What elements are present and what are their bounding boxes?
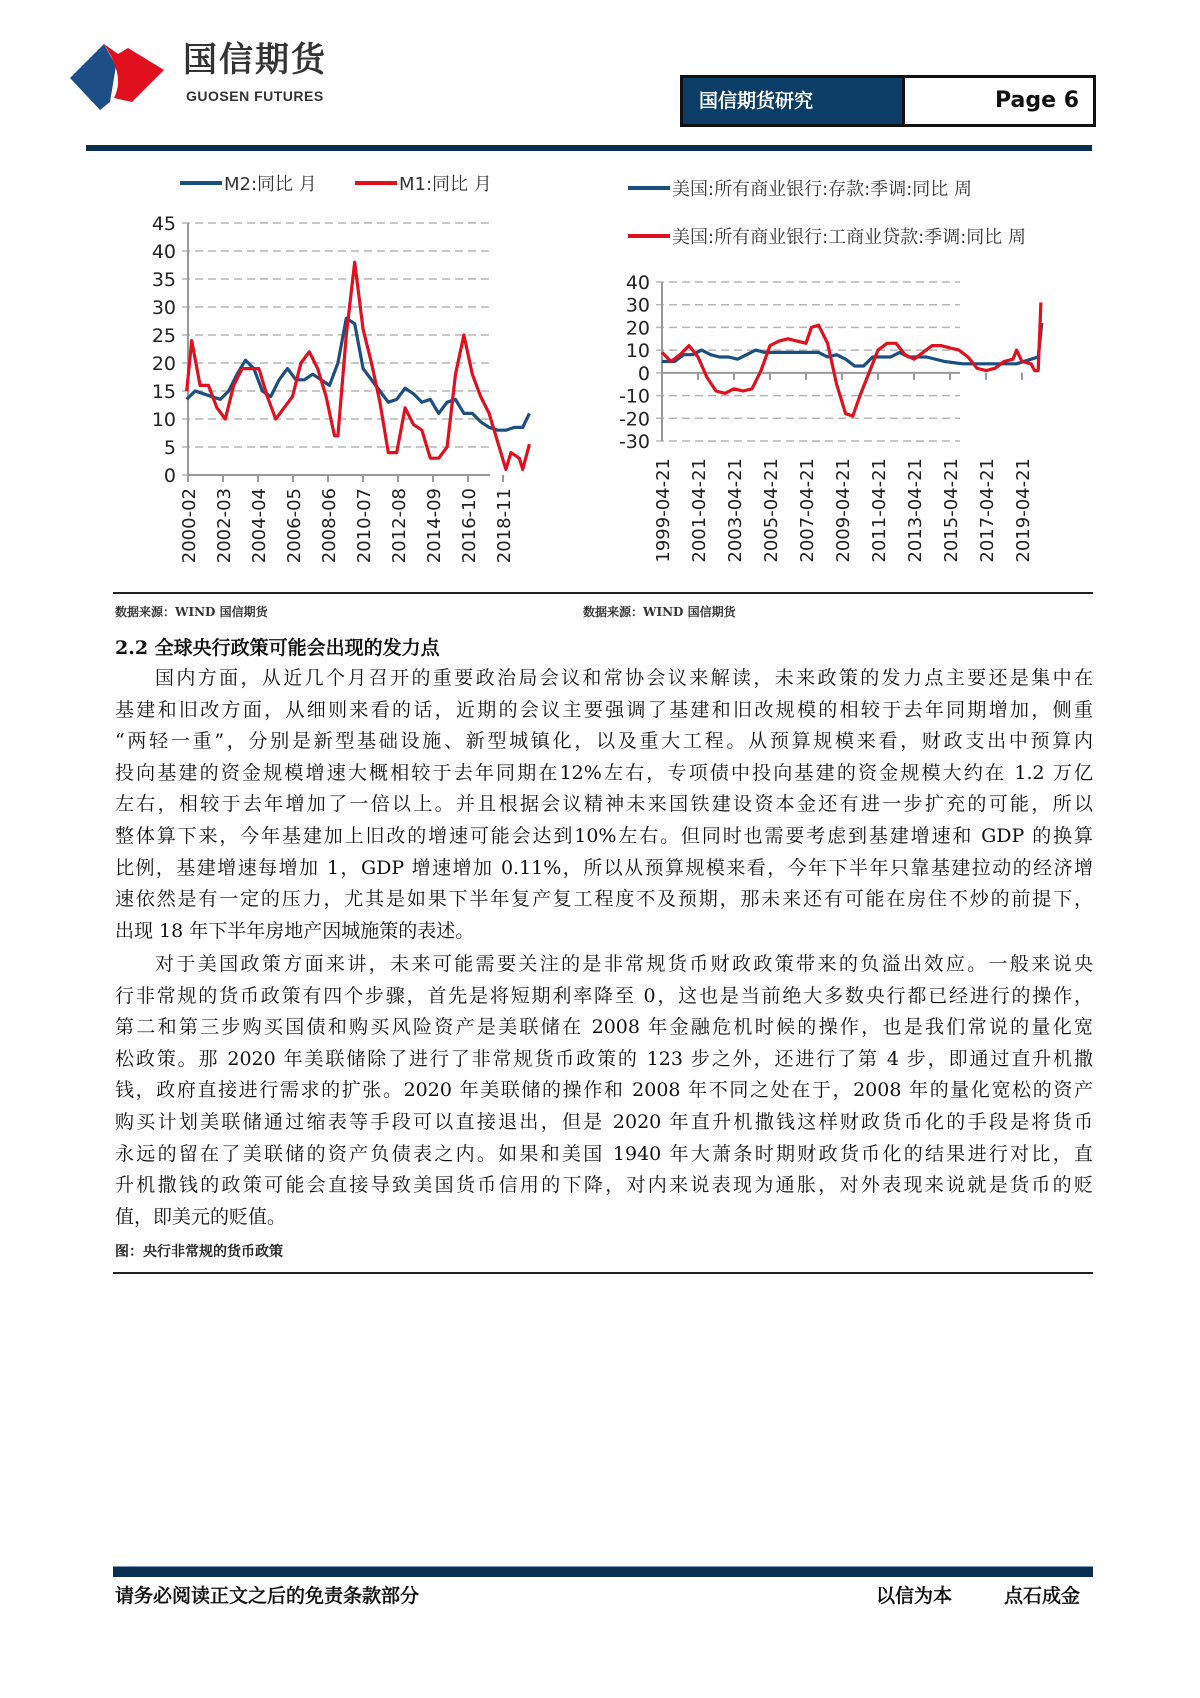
china-money-supply-chart bbox=[110, 160, 560, 580]
legend-label: 美国:所有商业银行:工商业贷款:季调:同比 周 bbox=[672, 227, 1026, 248]
y-tick-label: -10 bbox=[618, 385, 650, 408]
y-tick-label: 10 bbox=[151, 409, 176, 431]
x-tick-label: 2002-03 bbox=[214, 488, 235, 564]
legend-label: M2:同比 月 bbox=[224, 174, 317, 195]
y-tick-label: 5 bbox=[163, 437, 176, 459]
x-tick-label: 2015-04-21 bbox=[941, 458, 962, 563]
x-tick-label: 2008-06 bbox=[319, 488, 340, 564]
paragraph-line: 比例，基建增速每增加 1，GDP 增速增加 0.11%，所以从预算规模来看，今年下半年只靠基建拉动的经济增 bbox=[115, 856, 1093, 879]
paragraph-line: “两轻一重”，分别是新型基础设施、新型城镇化，以及重大工程。从预算规模来看，财政支出中预算内 bbox=[115, 730, 1093, 753]
figure-caption: 图：央行非常规的货币政策 bbox=[115, 1244, 283, 1260]
paragraph-line: 整体算下来，今年基建加上旧改的增速可能会达到10%左右。但同时也需要考虑到基建增速和 GDP 的换算 bbox=[115, 825, 1093, 847]
paragraph-line: 左右，相较于去年增加了一倍以上。并且根据会议精神未来国铁建设资本金还有进一步扩充的可能，所以 bbox=[115, 793, 1093, 816]
us-bank-deposits-loans-chart bbox=[580, 160, 1100, 580]
paragraph-line: 投向基建的资金规模增速大概相较于去年同期在12%左右，专项债中投向基建的资金规模大约在 1.2 万亿 bbox=[115, 761, 1093, 784]
header-box bbox=[680, 75, 1096, 127]
logo-english-name: GUOSEN FUTURES bbox=[186, 88, 324, 104]
x-tick-label: 2013-04-21 bbox=[905, 458, 926, 563]
x-tick-label: 2005-04-21 bbox=[761, 458, 782, 563]
x-tick-label: 1999-04-21 bbox=[653, 458, 674, 563]
y-tick-label: 20 bbox=[151, 353, 176, 375]
x-tick-label: 2011-04-21 bbox=[869, 458, 890, 563]
x-tick-label: 2014-09 bbox=[424, 488, 445, 564]
y-tick-label: 30 bbox=[625, 294, 650, 317]
y-tick-label: -30 bbox=[618, 431, 650, 453]
footer-disclaimer: 请务必阅读正文之后的免责条款部分 bbox=[115, 1585, 420, 1607]
x-tick-label: 2000-02 bbox=[179, 488, 200, 564]
x-tick-label: 2016-10 bbox=[459, 488, 480, 564]
x-tick-label: 2009-04-21 bbox=[833, 458, 854, 563]
y-tick-label: 40 bbox=[625, 272, 650, 294]
page-number: Page 6 bbox=[994, 88, 1079, 113]
company-logo bbox=[70, 42, 165, 114]
x-tick-label: 2004-04 bbox=[249, 488, 270, 564]
x-tick-label: 2012-08 bbox=[389, 488, 410, 564]
x-tick-label: 2019-04-21 bbox=[1013, 458, 1034, 563]
y-tick-label: -20 bbox=[618, 408, 650, 431]
chart-divider bbox=[113, 592, 1093, 594]
paragraph-line: 值，即美元的贬值。 bbox=[115, 1205, 287, 1228]
caption-rule bbox=[113, 1272, 1093, 1274]
y-tick-label: 0 bbox=[163, 465, 176, 487]
y-tick-label: 10 bbox=[625, 340, 650, 363]
legend-label: M1:同比 月 bbox=[399, 174, 492, 195]
series-line-0 bbox=[662, 323, 1042, 366]
section-heading: 2.2 全球央行政策可能会出现的发力点 bbox=[115, 637, 440, 659]
y-tick-label: 15 bbox=[151, 381, 176, 403]
paragraph-line: 出现 18 年下半年房地产因城施策的表述。 bbox=[115, 919, 475, 942]
paragraph-line: 购买计划美联储通过缩表等手段可以直接退出，但是 2020 年直升机撒钱这样财政货币化的手段是将货币 bbox=[115, 1111, 1093, 1133]
y-tick-label: 30 bbox=[151, 297, 176, 319]
x-tick-label: 2006-05 bbox=[284, 488, 305, 564]
x-tick-label: 2003-04-21 bbox=[725, 458, 746, 563]
y-tick-label: 20 bbox=[625, 317, 650, 340]
y-tick-label: 0 bbox=[637, 362, 650, 385]
series-line-1 bbox=[662, 302, 1041, 416]
header-rule bbox=[86, 145, 1092, 151]
logo-chinese-name: 国信期货 bbox=[183, 40, 327, 80]
paragraph-line: 行非常规的货币政策有四个步骤，首先是将短期利率降至 0，这也是当前绝大多数央行都已经进行的操作， bbox=[115, 984, 1093, 1007]
x-tick-label: 2017-04-21 bbox=[977, 458, 998, 563]
footer-rule bbox=[113, 1566, 1093, 1577]
x-tick-label: 2007-04-21 bbox=[797, 458, 818, 563]
logo-mark-icon bbox=[70, 42, 165, 110]
x-tick-label: 2018-11 bbox=[494, 488, 515, 564]
x-tick-label: 2001-04-21 bbox=[689, 458, 710, 563]
y-tick-label: 35 bbox=[151, 269, 176, 291]
paragraph-line: 速依然是有一定的压力，尤其是如果下半年复产复工程度不及预期，那未来还有可能在房住不炒的前提下， bbox=[115, 888, 1093, 911]
y-tick-label: 40 bbox=[151, 241, 176, 263]
paragraph-line: 对于美国政策方面来讲，未来可能需要关注的是非常规货币财政政策带来的负溢出效应。一般来说央 bbox=[155, 953, 1093, 975]
x-tick-label: 2010-07 bbox=[354, 488, 375, 564]
series-line-1 bbox=[187, 262, 530, 469]
left-chart-source: 数据来源：WIND 国信期货 bbox=[115, 605, 268, 619]
paragraph-line: 基建和旧改方面，从细则来看的话，近期的会议主要强调了基建和旧改规模的相较于去年同期增加，侧重 bbox=[115, 698, 1093, 721]
paragraph-line: 松政策。那 2020 年美联储除了进行了非常规货币政策的 123 步之外，还进行了第 4 步，即通过直升机撒 bbox=[115, 1047, 1093, 1070]
right-chart-source: 数据来源：WIND 国信期货 bbox=[583, 605, 736, 619]
header-section-label: 国信期货研究 bbox=[683, 78, 905, 124]
paragraph-line: 国内方面，从近几个月召开的重要政治局会议和常协会议来解读，未来政策的发力点主要还是集中在 bbox=[155, 667, 1093, 689]
y-tick-label: 25 bbox=[151, 325, 176, 347]
paragraph-line: 第二和第三步购买国债和购买风险资产是美联储在 2008 年金融危机时候的操作，也是我们常说的量化宽 bbox=[115, 1016, 1093, 1039]
footer-slogan-2: 点石成金 bbox=[1004, 1585, 1081, 1607]
legend-label: 美国:所有商业银行:存款:季调:同比 周 bbox=[672, 179, 972, 200]
paragraph-line: 永远的留在了美联储的资产负债表之内。如果和美国 1940 年大萧条时期财政货币化的结果进行对比，直 bbox=[115, 1142, 1093, 1165]
y-tick-label: 45 bbox=[151, 213, 176, 235]
paragraph-line: 升机撒钱的政策可能会直接导致美国货币信用的下降，对内来说表现为通胀，对外表现来说就是货币的贬 bbox=[115, 1174, 1093, 1197]
paragraph-line: 钱，政府直接进行需求的扩张。2020 年美联储的操作和 2008 年不同之处在于，2008 年的量化宽松的资产 bbox=[115, 1079, 1093, 1102]
footer-slogan-1: 以信为本 bbox=[876, 1585, 953, 1607]
